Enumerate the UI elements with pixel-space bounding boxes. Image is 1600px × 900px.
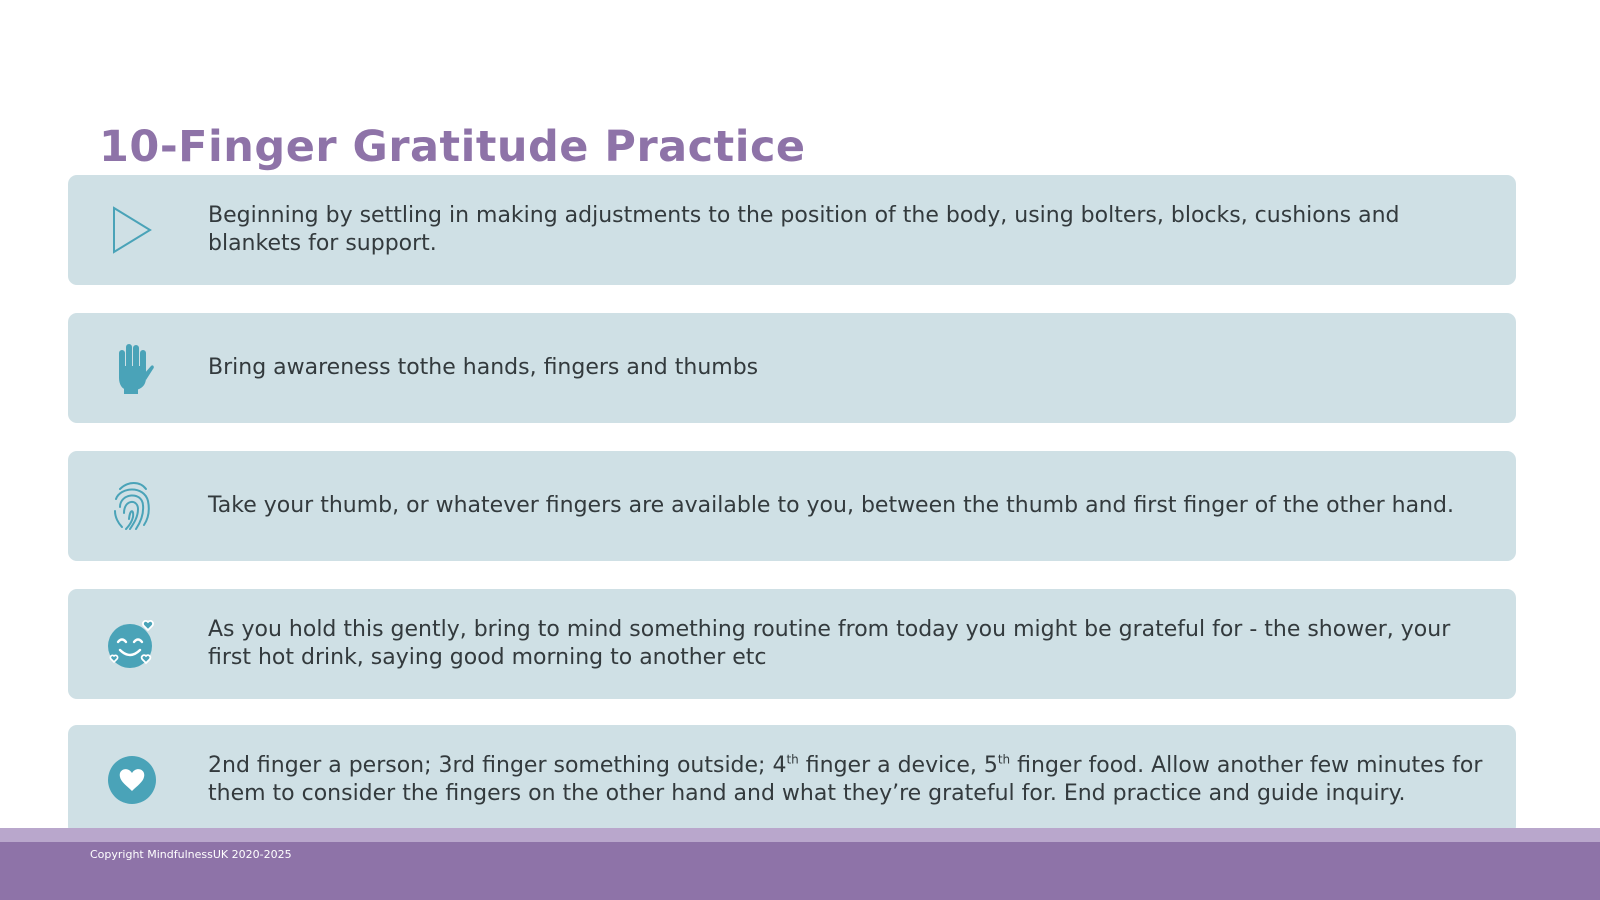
step-card-4 (68, 589, 1516, 699)
play-icon (106, 204, 158, 256)
step-text-2: Bring awareness tothe hands, fingers and thumbs (208, 355, 759, 380)
hand-icon (106, 342, 158, 394)
step-text-1: Beginning by settling in making adjustments to the position of the body, using bolters, blocks, cushions and blankets for support. (208, 203, 1400, 256)
fingerprint-icon (106, 480, 158, 532)
footer-band-light (0, 828, 1600, 842)
page-title: 10-Finger Gratitude Practice (99, 122, 806, 172)
step-card-3 (68, 451, 1516, 561)
smiling-face-hearts-icon (106, 618, 158, 670)
copyright-text: Copyright MindfulnessUK 2020-2025 (90, 848, 292, 861)
step-card-5 (68, 725, 1516, 835)
step-text-3: Take your thumb, or whatever fingers are available to you, between the thumb and first finger of the other hand. (208, 493, 1454, 518)
step-text-5: 2nd finger a person; 3rd finger something outside; 4th finger a device, 5th finger food. Allow another few minutes for them to consider the fingers on the other hand and what they’re grateful for. End practice and guide inquiry. (208, 752, 1483, 806)
step-text-4: As you hold this gently, bring to mind something routine from today you might be grateful for - the shower, your first hot drink, saying good morning to another etc (208, 617, 1451, 670)
heart-circle-icon (106, 754, 158, 806)
step-card-1 (68, 175, 1516, 285)
step-card-2 (68, 313, 1516, 423)
